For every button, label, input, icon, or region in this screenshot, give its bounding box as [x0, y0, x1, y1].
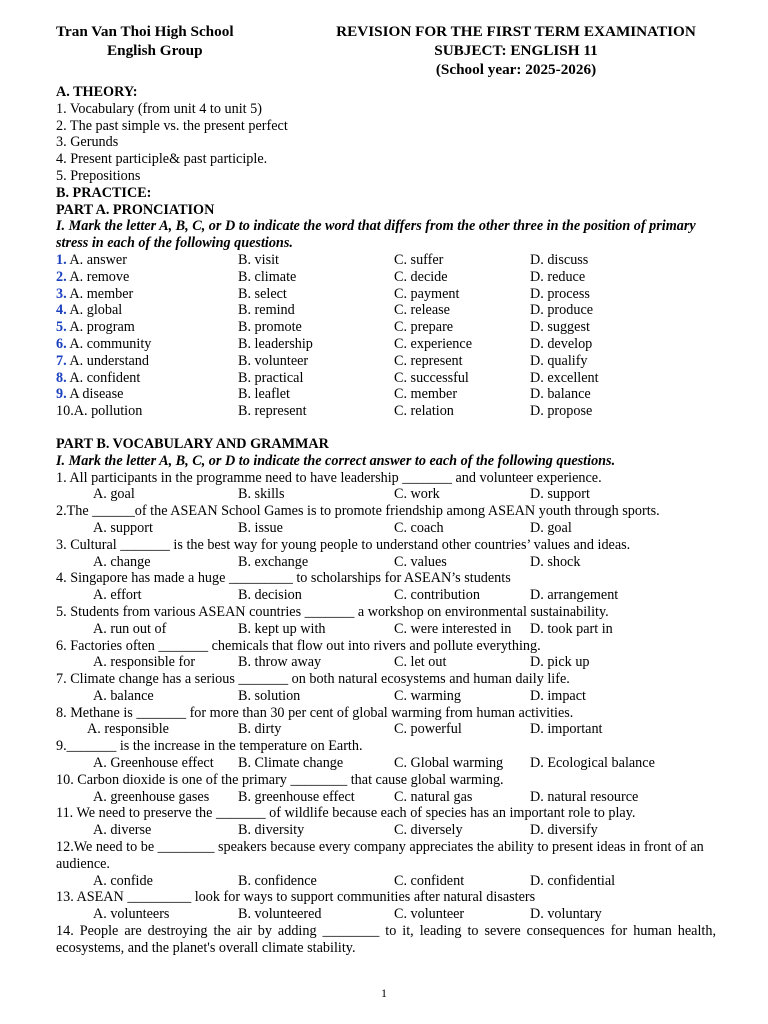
option-b: B. Climate change	[238, 755, 344, 772]
option-a: A. confident	[69, 369, 141, 386]
option-b: B. remind	[238, 302, 295, 319]
pronunciation-row	[56, 286, 716, 303]
answer-options	[56, 721, 716, 738]
option-b: B. select	[238, 285, 287, 302]
option-d: D. excellent	[530, 369, 599, 386]
option-a: A. program	[69, 319, 135, 336]
subject-line: SUBJECT: ENGLISH 11	[434, 42, 598, 59]
option-b: B. visit	[238, 251, 279, 268]
question-text: 8. Methane is _______ for more than 30 per cent of global warming from human activities.	[56, 704, 574, 721]
question-number: 7.	[56, 352, 67, 369]
option-a: A. diverse	[93, 822, 152, 839]
option-d: D. natural resource	[530, 788, 639, 805]
option-d: D. goal	[530, 519, 572, 536]
theory-item: 1. Vocabulary (from unit 4 to unit 5)	[56, 100, 262, 117]
question-text: 14. People are destroying the air by adding ________ to it, leading to severe consequences for human health, ecosystems, and the planet's overall climate stability.	[56, 923, 716, 956]
option-c: C. values	[394, 553, 447, 570]
answer-options	[56, 688, 716, 705]
option-d: D. pick up	[530, 654, 590, 671]
option-a: A. global	[69, 302, 123, 319]
pronunciation-row	[56, 386, 716, 403]
option-c: C. natural gas	[394, 788, 473, 805]
question-text: 3. Cultural _______ is the best way for young people to understand other countries’ values and ideas.	[56, 536, 631, 553]
question-number: 2.	[56, 268, 67, 285]
option-c: C. represent	[394, 352, 463, 369]
option-a: A. responsible	[87, 721, 169, 738]
option-d: D. voluntary	[530, 906, 602, 923]
theory-item: 2. The past simple vs. the present perfect	[56, 117, 288, 134]
question-number: 5.	[56, 319, 67, 336]
option-c: C. confident	[394, 872, 465, 889]
school-name: Tran Van Thoi High School	[56, 23, 234, 40]
option-b: B. diversity	[238, 822, 305, 839]
option-d: D. important	[530, 721, 603, 738]
question-text: 11. We need to preserve the _______ of wildlife because each of species has an important role to play.	[56, 805, 636, 822]
theory-item: 4. Present participle& past participle.	[56, 151, 268, 168]
option-b: B. issue	[238, 519, 283, 536]
practice-heading: B. PRACTICE:	[56, 184, 152, 201]
option-d: D. shock	[530, 553, 581, 570]
pronunciation-row	[56, 403, 716, 420]
question-text: 2.The ______of the ASEAN School Games is to promote friendship among ASEAN youth through sports.	[56, 503, 660, 520]
option-a: A. greenhouse gases	[93, 788, 210, 805]
option-a: A. answer	[69, 251, 127, 268]
pronunciation-row	[56, 319, 716, 336]
option-c: C. were interested in	[394, 620, 512, 637]
option-c: C. warming	[394, 687, 461, 704]
option-b: B. climate	[238, 268, 297, 285]
document-header	[56, 22, 716, 84]
part-a-instruction: I. Mark the letter A, B, C, or D to indicate the word that differs from the other three in the position of primary stress in each of the following questions.	[56, 218, 696, 252]
school-block	[56, 22, 286, 60]
option-d: D. reduce	[530, 268, 586, 285]
vocabulary-questions	[56, 470, 716, 957]
document-page	[56, 22, 716, 957]
option-d: D. diversify	[530, 822, 598, 839]
theory-item: 3. Gerunds	[56, 134, 119, 151]
pronunciation-row	[56, 252, 716, 269]
option-b: B. throw away	[238, 654, 322, 671]
pronunciation-table	[56, 252, 716, 420]
option-a: A. responsible for	[93, 654, 196, 671]
option-c: C. member	[394, 386, 458, 403]
option-b: B. skills	[238, 486, 285, 503]
question-text: 12.We need to be ________ speakers because every company appreciates the ability to present ideas in front of an audience.	[56, 839, 704, 872]
answer-options	[56, 822, 716, 839]
option-d: D. produce	[530, 302, 594, 319]
option-a: A. confide	[93, 872, 153, 889]
option-a: A. member	[69, 285, 134, 302]
option-a: A disease	[69, 386, 124, 403]
school-year: (School year: 2025-2026)	[435, 61, 597, 78]
option-b: B. volunteer	[238, 352, 309, 369]
option-a: A. balance	[93, 687, 154, 704]
option-b: B. leaflet	[238, 386, 290, 403]
question-text: 7. Climate change has a serious _______ on both natural ecosystems and human daily life.	[56, 671, 570, 688]
answer-options	[56, 755, 716, 772]
option-b: B. volunteered	[238, 906, 322, 923]
option-b: B. decision	[238, 587, 302, 604]
group-name: English Group	[107, 42, 203, 59]
pronunciation-row	[56, 302, 716, 319]
option-d: D. discuss	[530, 251, 589, 268]
pronunciation-row	[56, 353, 716, 370]
part-a-heading: PART A. PRONCIATION	[56, 201, 215, 218]
option-d: D. took part in	[530, 620, 613, 637]
option-a: A. change	[93, 553, 151, 570]
theory-heading: A. THEORY:	[56, 84, 138, 100]
option-a: A. goal	[93, 486, 135, 503]
option-a: A. community	[69, 335, 152, 352]
question-number: 6.	[56, 335, 67, 352]
option-a: A. remove	[69, 268, 130, 285]
option-b: B. greenhouse effect	[238, 788, 355, 805]
option-d: D. suggest	[530, 319, 590, 336]
option-b: B. represent	[238, 403, 307, 420]
question-number: 3.	[56, 285, 67, 302]
option-c: C. prepare	[394, 319, 454, 336]
option-a: A. run out of	[93, 620, 167, 637]
option-c: C. coach	[394, 519, 444, 536]
option-a: A. support	[93, 519, 153, 536]
answer-options	[56, 906, 716, 923]
pronunciation-row	[56, 370, 716, 387]
option-a: A. understand	[69, 352, 149, 369]
answer-options	[56, 789, 716, 806]
option-c: C. Global warming	[394, 755, 504, 772]
theory-item: 5. Prepositions	[56, 167, 141, 184]
answer-options	[56, 654, 716, 671]
answer-options	[56, 486, 716, 503]
option-c: C. successful	[394, 369, 469, 386]
option-c: C. relation	[394, 403, 454, 420]
option-b: B. solution	[238, 687, 301, 704]
title-block	[306, 22, 726, 79]
option-c: C. release	[394, 302, 450, 319]
question-number: 9.	[56, 386, 67, 403]
option-c: C. contribution	[394, 587, 480, 604]
option-d: D. balance	[530, 386, 591, 403]
option-b: B. dirty	[238, 721, 282, 738]
question-number: 10.	[56, 403, 74, 420]
option-c: C. payment	[394, 285, 460, 302]
answer-options	[56, 873, 716, 890]
exam-title: REVISION FOR THE FIRST TERM EXAMINATION	[336, 23, 696, 40]
option-d: D. propose	[530, 403, 593, 420]
pronunciation-row	[56, 269, 716, 286]
question-text: 1. All participants in the programme need to have leadership _______ and volunteer experience.	[56, 469, 602, 486]
question-number: 1.	[56, 251, 67, 268]
option-c: C. let out	[394, 654, 447, 671]
option-b: B. practical	[238, 369, 304, 386]
option-d: D. Ecological balance	[530, 755, 655, 772]
option-b: B. promote	[238, 319, 302, 336]
option-c: C. volunteer	[394, 906, 465, 923]
page-number: 1	[381, 986, 387, 1000]
option-d: D. develop	[530, 335, 593, 352]
question-text: 6. Factories often _______ chemicals that flow out into rivers and pollute everything.	[56, 637, 541, 654]
question-text: 13. ASEAN _________ look for ways to support communities after natural disasters	[56, 889, 536, 906]
answer-options	[56, 554, 716, 571]
option-a: A. volunteers	[93, 906, 170, 923]
option-d: D. confidential	[530, 872, 616, 889]
option-d: D. impact	[530, 687, 586, 704]
option-c: C. decide	[394, 268, 448, 285]
option-c: C. suffer	[394, 251, 444, 268]
option-c: C. diversely	[394, 822, 463, 839]
option-b: B. leadership	[238, 335, 313, 352]
answer-options	[56, 621, 716, 638]
question-number: 4.	[56, 302, 67, 319]
part-b-instruction: I. Mark the letter A, B, C, or D to indicate the correct answer to each of the following questions.	[56, 452, 616, 469]
option-c: C. work	[394, 486, 440, 503]
question-text: 4. Singapore has made a huge _________ to scholarships for ASEAN’s students	[56, 570, 511, 587]
option-d: D. support	[530, 486, 590, 503]
option-c: C. powerful	[394, 721, 462, 738]
option-d: D. qualify	[530, 352, 588, 369]
option-d: D. arrangement	[530, 587, 619, 604]
question-text: 10. Carbon dioxide is one of the primary ________ that cause global warming.	[56, 771, 504, 788]
option-d: D. process	[530, 285, 590, 302]
option-a: A. pollution	[73, 403, 143, 420]
option-b: B. exchange	[238, 553, 309, 570]
option-c: C. experience	[394, 335, 472, 352]
option-b: B. kept up with	[238, 620, 326, 637]
question-text: 5. Students from various ASEAN countries _______ a workshop on environmental sustainability.	[56, 603, 609, 620]
answer-options	[56, 520, 716, 537]
pronunciation-row	[56, 336, 716, 353]
question-number: 8.	[56, 369, 67, 386]
question-text: 9._______ is the increase in the temperature on Earth.	[56, 738, 363, 755]
option-a: A. Greenhouse effect	[93, 755, 214, 772]
answer-options	[56, 587, 716, 604]
option-b: B. confidence	[238, 872, 317, 889]
option-a: A. effort	[93, 587, 142, 604]
part-b-heading: PART B. VOCABULARY AND GRAMMAR	[56, 435, 329, 452]
theory-list	[56, 101, 716, 185]
